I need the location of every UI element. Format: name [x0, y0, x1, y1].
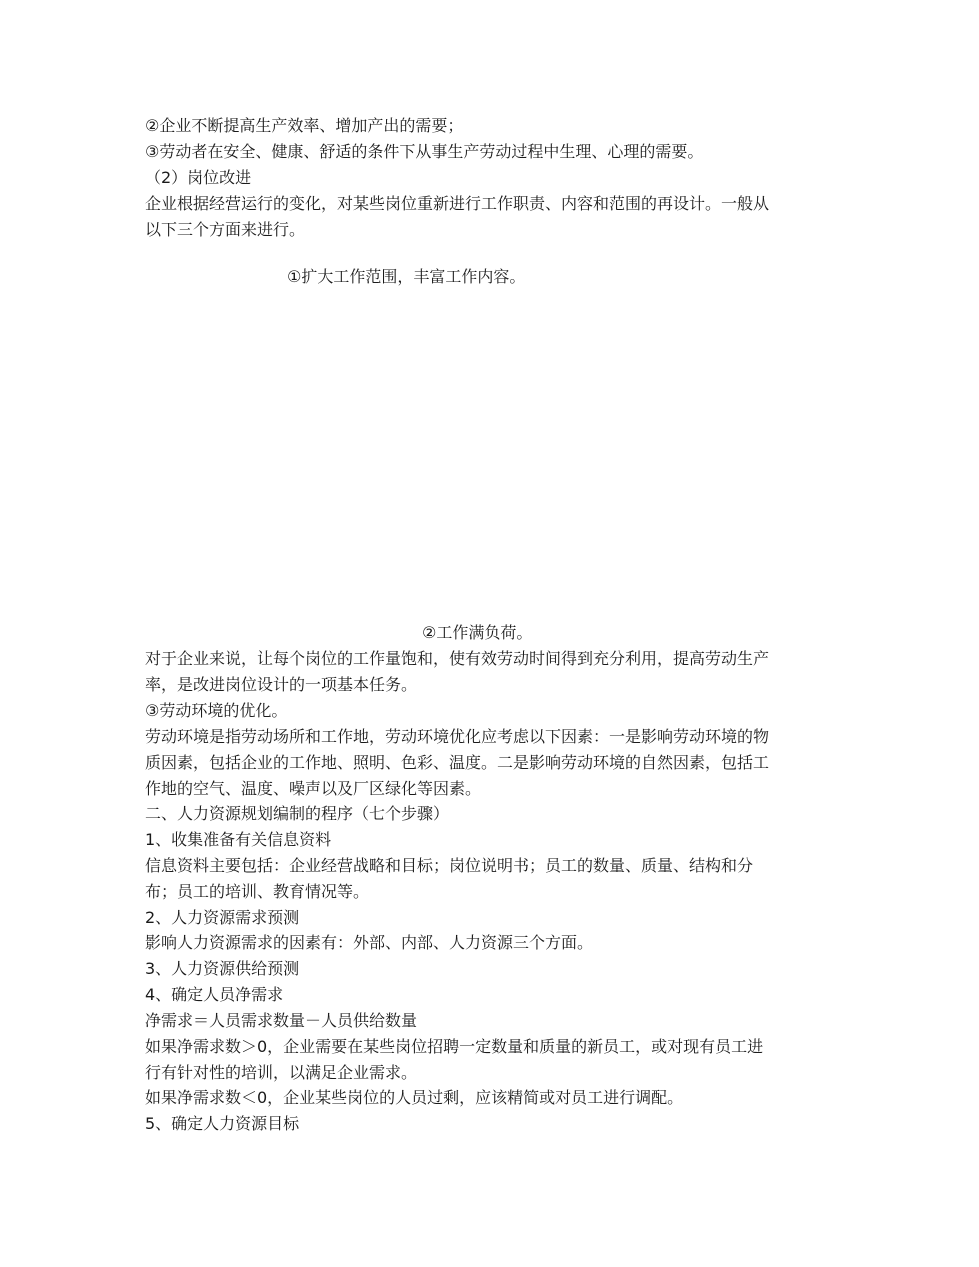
step-heading: 2、人力资源需求预测	[145, 908, 300, 927]
step-heading: 4、确定人员净需求	[145, 985, 284, 1004]
paragraph-line: 作地的空气、温度、噪声以及厂区绿化等因素。	[145, 779, 482, 798]
paragraph-line: 影响人力资源需求的因素有：外部、内部、人力资源三个方面。	[145, 933, 594, 952]
step-heading: 5、确定人力资源目标	[145, 1114, 300, 1133]
list-item: ②企业不断提高生产效率、增加产出的需要；	[145, 116, 464, 135]
list-item: ③劳动环境的优化。	[145, 701, 288, 720]
list-item: ①扩大工作范围，丰富工作内容。	[287, 267, 526, 286]
step-heading: 1、收集准备有关信息资料	[145, 830, 332, 849]
paragraph-line: 如果净需求数＜0，企业某些岗位的人员过剩，应该精简或对员工进行调配。	[145, 1088, 684, 1107]
formula-line: 净需求＝人员需求数量－人员供给数量	[145, 1011, 418, 1030]
paragraph-line: 信息资料主要包括：企业经营战略和目标；岗位说明书；员工的数量、质量、结构和分	[145, 856, 754, 875]
paragraph-line: 以下三个方面来进行。	[145, 220, 306, 239]
section-heading: （2）岗位改进	[145, 168, 252, 187]
paragraph-line: 劳动环境是指劳动场所和工作地，劳动环境优化应考虑以下因素：一是影响劳动环境的物	[145, 727, 770, 746]
paragraph-line: 行有针对性的培训，以满足企业需求。	[145, 1063, 418, 1082]
step-heading: 3、人力资源供给预测	[145, 959, 300, 978]
paragraph-line: 率，是改进岗位设计的一项基本任务。	[145, 675, 418, 694]
paragraph-line: 布；员工的培训、教育情况等。	[145, 882, 370, 901]
section-heading: 二、人力资源规划编制的程序（七个步骤）	[145, 804, 450, 823]
list-item: ③劳动者在安全、健康、舒适的条件下从事生产劳动过程中生理、心理的需要。	[145, 142, 704, 161]
paragraph-line: 企业根据经营运行的变化，对某些岗位重新进行工作职责、内容和范围的再设计。一般从	[145, 194, 770, 213]
paragraph-line: 如果净需求数＞0，企业需要在某些岗位招聘一定数量和质量的新员工，或对现有员工进	[145, 1037, 764, 1056]
paragraph-line: 质因素，包括企业的工作地、照明、色彩、温度。二是影响劳动环境的自然因素，包括工	[145, 753, 770, 772]
paragraph-line: 对于企业来说，让每个岗位的工作量饱和，使有效劳动时间得到充分利用，提高劳动生产	[145, 649, 770, 668]
list-item: ②工作满负荷。	[422, 623, 533, 642]
